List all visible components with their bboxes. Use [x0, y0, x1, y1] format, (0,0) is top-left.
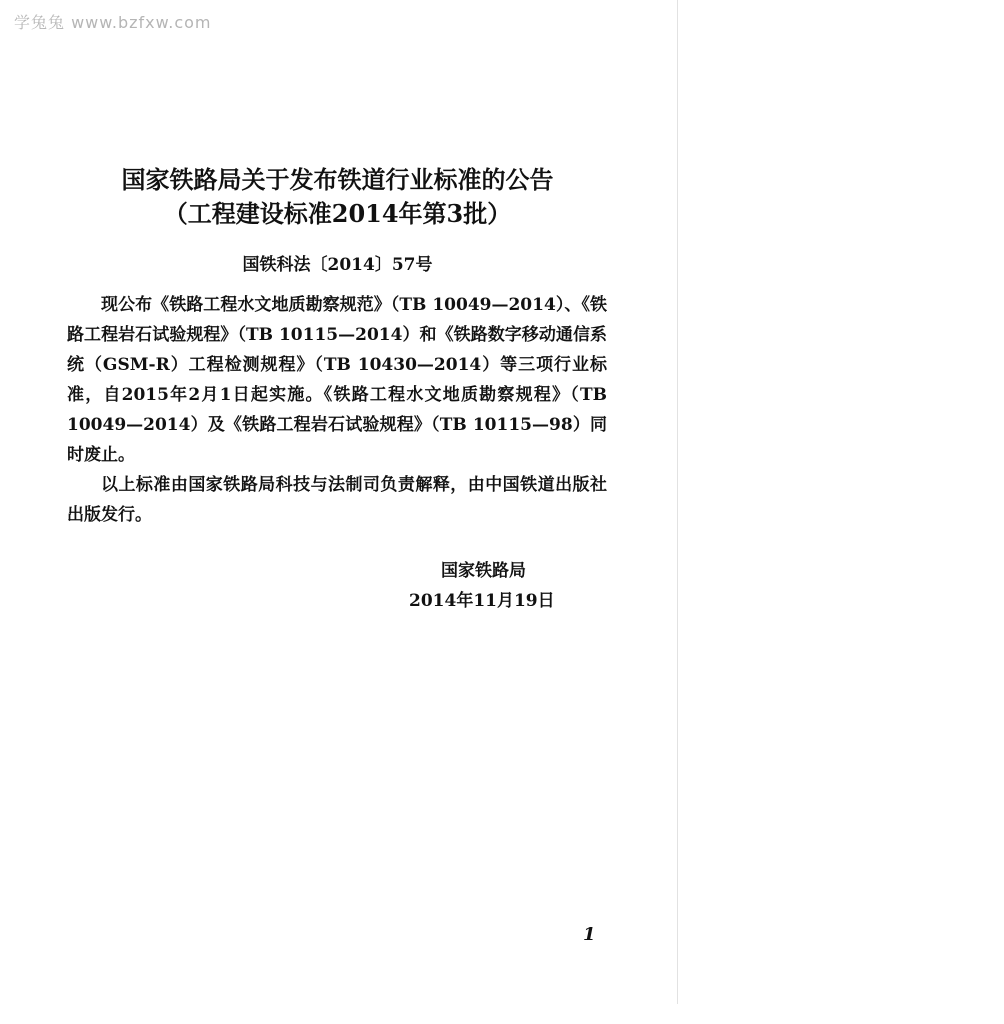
document-number: 国铁科法〔2014〕57号	[242, 255, 433, 275]
announcement-subtitle: （工程建设标准2014年第3批）	[163, 199, 512, 228]
page-number: 1	[583, 924, 596, 945]
signature-organization: 国家铁路局	[441, 561, 526, 581]
paragraph: 以上标准由国家铁路局科技与法制司负责解释，由中国铁道出版社出版发行。	[67, 475, 607, 525]
paragraph: 现公布《铁路工程水文地质勘察规范》（TB 10049—2014）、《铁路工程岩石试验规程》（TB 10115—2014）和《铁路数字移动通信系统（GSM-R）工程检测规程》（TB 10430—2014）等三项行业标准，自2015年2月1日起实施。《铁路工程水文地质勘察规程》（TB 10049—2014）及《铁路工程岩石试验规程》（TB 10115—98）同时废止。	[67, 295, 607, 465]
announcement-body	[67, 290, 607, 530]
watermark: 学兔兔 www.bzfxw.com	[14, 13, 212, 32]
page-divider	[677, 0, 678, 1004]
signature-date: 2014年11月19日	[409, 591, 555, 611]
announcement-title: 国家铁路局关于发布铁道行业标准的公告	[121, 165, 554, 194]
